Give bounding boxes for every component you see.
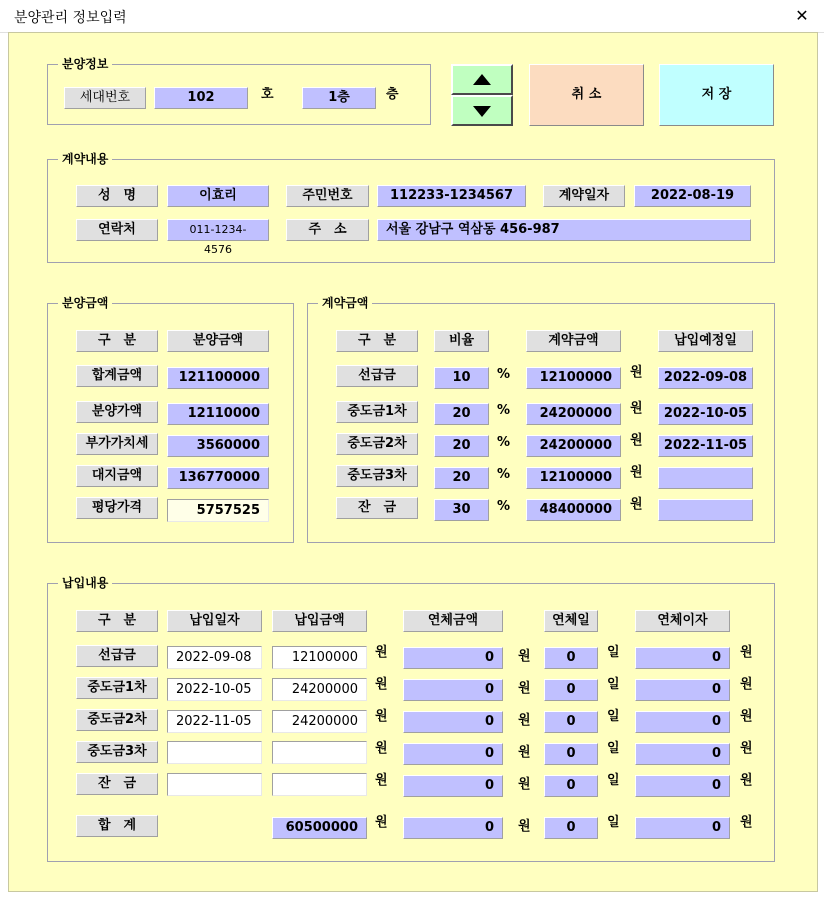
payment-amount-input[interactable]: 12100000 xyxy=(272,646,367,669)
won-unit: 원 xyxy=(630,497,643,512)
ca-row-label: 선급금 xyxy=(336,365,418,387)
ca-header-due: 납입예정일 xyxy=(658,330,753,352)
won-unit: 원 xyxy=(518,713,531,728)
overdue-days-field[interactable]: 0 xyxy=(544,679,598,701)
overdue-amount-field[interactable]: 0 xyxy=(403,679,503,701)
won-unit: 원 xyxy=(375,645,388,660)
total-paid-field[interactable]: 60500000 xyxy=(272,817,367,839)
floor-field[interactable]: 1층 xyxy=(302,87,376,109)
window-title: 분양관리 정보입력 xyxy=(14,10,127,26)
day-unit: 일 xyxy=(607,645,620,660)
name-field[interactable]: 이효리 xyxy=(167,185,269,207)
sale-row-label: 분양가액 xyxy=(76,401,158,423)
sale-price-field[interactable]: 12110000 xyxy=(167,403,269,425)
ratio-field[interactable]: 10 xyxy=(434,367,489,389)
previous-button[interactable] xyxy=(451,64,513,95)
pay-header-date: 납입일자 xyxy=(167,610,262,632)
due-date-field[interactable]: 2022-11-05 xyxy=(658,435,753,457)
sale-row-label: 대지금액 xyxy=(76,465,158,487)
ca-row-label: 중도금2차 xyxy=(336,433,418,455)
overdue-interest-field[interactable]: 0 xyxy=(635,775,730,797)
contract-amount-frame xyxy=(307,296,775,543)
won-unit: 원 xyxy=(630,465,643,480)
payment-date-input[interactable]: 2022-10-05 xyxy=(167,678,262,701)
ca-header-ratio: 비율 xyxy=(434,330,489,352)
sale-row-label: 평당가격 xyxy=(76,497,158,519)
overdue-amount-field[interactable]: 0 xyxy=(403,711,503,733)
day-unit: 일 xyxy=(607,709,620,724)
unit-info-frame xyxy=(47,57,431,125)
overdue-interest-field[interactable]: 0 xyxy=(635,647,730,669)
ratio-field[interactable]: 20 xyxy=(434,403,489,425)
percent-unit: % xyxy=(497,499,511,514)
ratio-field[interactable]: 20 xyxy=(434,467,489,489)
percent-unit: % xyxy=(497,367,511,382)
payment-amount-input[interactable]: 24200000 xyxy=(272,678,367,701)
sale-amount-legend: 분양금액 xyxy=(58,295,112,311)
total-label: 합 계 xyxy=(76,815,158,837)
contract-date-label: 계약일자 xyxy=(543,185,625,207)
won-unit: 원 xyxy=(518,649,531,664)
day-unit: 일 xyxy=(607,677,620,692)
contract-amount-field[interactable]: 12100000 xyxy=(526,367,621,389)
overdue-amount-field[interactable]: 0 xyxy=(403,775,503,797)
pay-header-amount: 납입금액 xyxy=(272,610,367,632)
name-label: 성 명 xyxy=(76,185,158,207)
overdue-amount-field[interactable]: 0 xyxy=(403,647,503,669)
unit-number-label: 세대번호 xyxy=(64,87,146,109)
total-overdue-field[interactable]: 0 xyxy=(403,817,503,839)
total-sale-field[interactable]: 121100000 xyxy=(167,367,269,389)
contract-frame xyxy=(47,152,775,263)
overdue-days-field[interactable]: 0 xyxy=(544,647,598,669)
ca-row-label: 중도금3차 xyxy=(336,465,418,487)
overdue-interest-field[interactable]: 0 xyxy=(635,711,730,733)
title-bar xyxy=(0,0,824,33)
ca-row-label: 잔 금 xyxy=(336,497,418,519)
won-unit: 원 xyxy=(375,677,388,692)
up-arrow-icon xyxy=(473,74,491,85)
won-unit: 원 xyxy=(375,815,388,830)
pay-row-label: 선급금 xyxy=(76,645,158,667)
won-unit: 원 xyxy=(740,773,753,788)
payment-amount-input[interactable]: 24200000 xyxy=(272,710,367,733)
ca-header-amount: 계약금액 xyxy=(526,330,621,352)
pay-header-category: 구 분 xyxy=(76,610,158,632)
day-unit: 일 xyxy=(607,741,620,756)
address-label: 주 소 xyxy=(286,219,369,241)
sale-row-label: 부가가치세 xyxy=(76,433,158,455)
won-unit: 원 xyxy=(740,645,753,660)
next-button[interactable] xyxy=(451,95,513,126)
pay-row-label: 중도금1차 xyxy=(76,677,158,699)
floor-suffix: 층 xyxy=(386,87,399,102)
due-date-field[interactable] xyxy=(658,499,753,521)
contract-amount-field[interactable]: 12100000 xyxy=(526,467,621,489)
price-per-pyeong-field[interactable]: 5757525 xyxy=(167,499,269,522)
won-unit: 원 xyxy=(740,815,753,830)
total-days-field[interactable]: 0 xyxy=(544,817,598,839)
day-unit: 일 xyxy=(607,773,620,788)
ratio-field[interactable]: 30 xyxy=(434,499,489,521)
overdue-interest-field[interactable]: 0 xyxy=(635,679,730,701)
sale-row-label: 합계금액 xyxy=(76,365,158,387)
payment-legend: 납입내용 xyxy=(58,575,112,591)
won-unit: 원 xyxy=(518,777,531,792)
contract-amount-field[interactable]: 24200000 xyxy=(526,403,621,425)
won-unit: 원 xyxy=(518,681,531,696)
percent-unit: % xyxy=(497,467,511,482)
sale-amount-frame xyxy=(47,296,294,543)
won-unit: 원 xyxy=(630,365,643,380)
overdue-interest-field[interactable]: 0 xyxy=(635,743,730,765)
address-field[interactable]: 서울 강남구 역삼동 456-987 xyxy=(377,219,751,241)
save-button[interactable]: 저 장 xyxy=(659,64,774,126)
payment-frame xyxy=(47,576,775,862)
total-interest-field[interactable]: 0 xyxy=(635,817,730,839)
contract-date-field[interactable]: 2022-08-19 xyxy=(634,185,751,207)
pay-header-overdue: 연체금액 xyxy=(403,610,503,632)
overdue-amount-field[interactable]: 0 xyxy=(403,743,503,765)
pay-header-interest: 연체이자 xyxy=(635,610,730,632)
cancel-button[interactable]: 취 소 xyxy=(529,64,644,126)
unit-number-field[interactable]: 102 xyxy=(154,87,248,109)
phone-field[interactable]: 011-1234-4576 xyxy=(167,219,269,241)
overdue-days-field[interactable]: 0 xyxy=(544,775,598,797)
ca-header-category: 구 분 xyxy=(336,330,418,352)
day-unit: 일 xyxy=(607,815,620,830)
payment-date-input[interactable]: 2022-11-05 xyxy=(167,710,262,733)
contract-legend: 계약내용 xyxy=(58,151,112,167)
pay-row-label: 잔 금 xyxy=(76,773,158,795)
ratio-field[interactable]: 20 xyxy=(434,435,489,457)
percent-unit: % xyxy=(497,435,511,450)
percent-unit: % xyxy=(497,403,511,418)
pay-row-label: 중도금3차 xyxy=(76,741,158,763)
close-icon[interactable]: ✕ xyxy=(795,6,809,25)
won-unit: 원 xyxy=(375,773,388,788)
payment-date-input[interactable]: 2022-09-08 xyxy=(167,646,262,669)
payment-date-input[interactable] xyxy=(167,773,262,796)
sale-header-category: 구 분 xyxy=(76,330,158,352)
contract-amount-legend: 계약금액 xyxy=(318,295,372,311)
overdue-days-field[interactable]: 0 xyxy=(544,743,598,765)
form-body xyxy=(8,32,818,892)
won-unit: 원 xyxy=(375,741,388,756)
id-field[interactable]: 112233-1234567 xyxy=(377,185,526,207)
due-date-field[interactable]: 2022-09-08 xyxy=(658,367,753,389)
won-unit: 원 xyxy=(740,709,753,724)
pay-row-label: 중도금2차 xyxy=(76,709,158,731)
phone-label: 연락처 xyxy=(76,219,158,241)
sale-header-amount: 분양금액 xyxy=(167,330,269,352)
pay-header-overdue-days: 연체일 xyxy=(544,610,598,632)
contract-amount-field[interactable]: 24200000 xyxy=(526,435,621,457)
vat-field[interactable]: 3560000 xyxy=(167,435,269,457)
won-unit: 원 xyxy=(518,819,531,834)
land-amount-field[interactable]: 136770000 xyxy=(167,467,269,489)
unit-suffix: 호 xyxy=(261,87,274,102)
unit-info-legend: 분양정보 xyxy=(58,56,112,72)
won-unit: 원 xyxy=(740,741,753,756)
down-arrow-icon xyxy=(473,106,491,117)
won-unit: 원 xyxy=(740,677,753,692)
overdue-days-field[interactable]: 0 xyxy=(544,711,598,733)
payment-amount-input[interactable] xyxy=(272,741,367,764)
won-unit: 원 xyxy=(375,709,388,724)
ca-row-label: 중도금1차 xyxy=(336,401,418,423)
won-unit: 원 xyxy=(518,745,531,760)
due-date-field[interactable]: 2022-10-05 xyxy=(658,403,753,425)
won-unit: 원 xyxy=(630,433,643,448)
id-label: 주민번호 xyxy=(286,185,369,207)
due-date-field[interactable] xyxy=(658,467,753,489)
payment-date-input[interactable] xyxy=(167,741,262,764)
won-unit: 원 xyxy=(630,401,643,416)
payment-amount-input[interactable] xyxy=(272,773,367,796)
contract-amount-field[interactable]: 48400000 xyxy=(526,499,621,521)
